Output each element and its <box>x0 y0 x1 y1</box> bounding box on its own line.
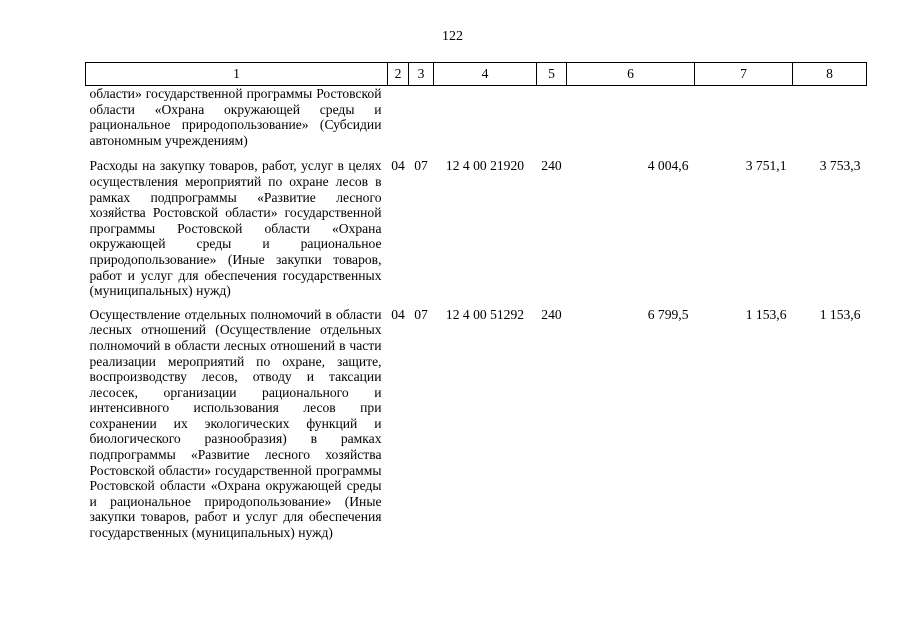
column-header-4: 4 <box>434 63 537 86</box>
table-row <box>86 86 867 159</box>
table-row <box>86 307 867 549</box>
column-header-1: 1 <box>86 63 388 86</box>
row-value-7 <box>695 86 793 159</box>
row-value-6: 4 004,6 <box>647 158 689 174</box>
budget-table <box>85 62 867 549</box>
row-description: области» государственной программы Ростовской области «Охрана окружающей среды и рациональное природопользование» (Субсидии автономным учреждениям) <box>89 86 382 148</box>
row-value-6 <box>567 86 695 159</box>
row-value-6: 6 799,5 <box>647 306 689 322</box>
row-value-8 <box>793 86 867 159</box>
row-section: 04 <box>391 306 405 322</box>
row-section <box>388 86 409 159</box>
row-target-item <box>434 86 537 159</box>
row-expense-type: 240 <box>541 306 562 322</box>
page-number: 122 <box>442 29 463 44</box>
table-row <box>86 158 867 306</box>
row-subsection: 07 <box>414 158 428 174</box>
column-header-7: 7 <box>695 63 793 86</box>
row-description: Осуществление отдельных полномочий в области лесных отношений (Осуществление отдельных полномочий в области лесных отношений в части реализации мероприятий по охране, защите, воспроизводству лесов, отводу и таксации лесосек, организации рационального и интенсивного использования лесов при сохранении их экологических функций и биологического разнообразия) в рамках подпрограммы «Развитие лесного хозяйства Ростовской области» государственной программы Ростовской области «Охрана окружающей среды и рациональное природопользование» (Иные закупки товаров, работ и услуг для обеспечения государственных (муниципальных) нужд) <box>89 306 382 541</box>
column-header-2: 2 <box>388 63 409 86</box>
column-header-8: 8 <box>793 63 867 86</box>
column-header-5: 5 <box>537 63 567 86</box>
header-row <box>86 63 867 86</box>
row-expense-type: 240 <box>541 158 562 174</box>
row-target-item: 12 4 00 51292 <box>445 306 525 322</box>
row-expense-type <box>537 86 567 159</box>
row-subsection <box>409 86 434 159</box>
column-header-6: 6 <box>567 63 695 86</box>
row-value-8: 3 753,3 <box>819 158 861 174</box>
row-target-item: 12 4 00 21920 <box>445 158 525 174</box>
row-subsection: 07 <box>414 306 428 322</box>
row-value-7: 3 751,1 <box>745 158 787 174</box>
row-section: 04 <box>391 158 405 174</box>
row-value-8: 1 153,6 <box>819 306 861 322</box>
column-header-3: 3 <box>409 63 434 86</box>
row-description: Расходы на закупку товаров, работ, услуг в целях осуществления мероприятий по охране лесов в рамках подпрограммы «Развитие лесного хозяйства Ростовской области» государственной программы Ростовской области «Охрана окружающей среды и рациональное природопользование» (Иные закупки товаров, работ и услуг для обеспечения государственных (муниципальных) нужд) <box>89 158 382 299</box>
row-value-7: 1 153,6 <box>745 306 787 322</box>
